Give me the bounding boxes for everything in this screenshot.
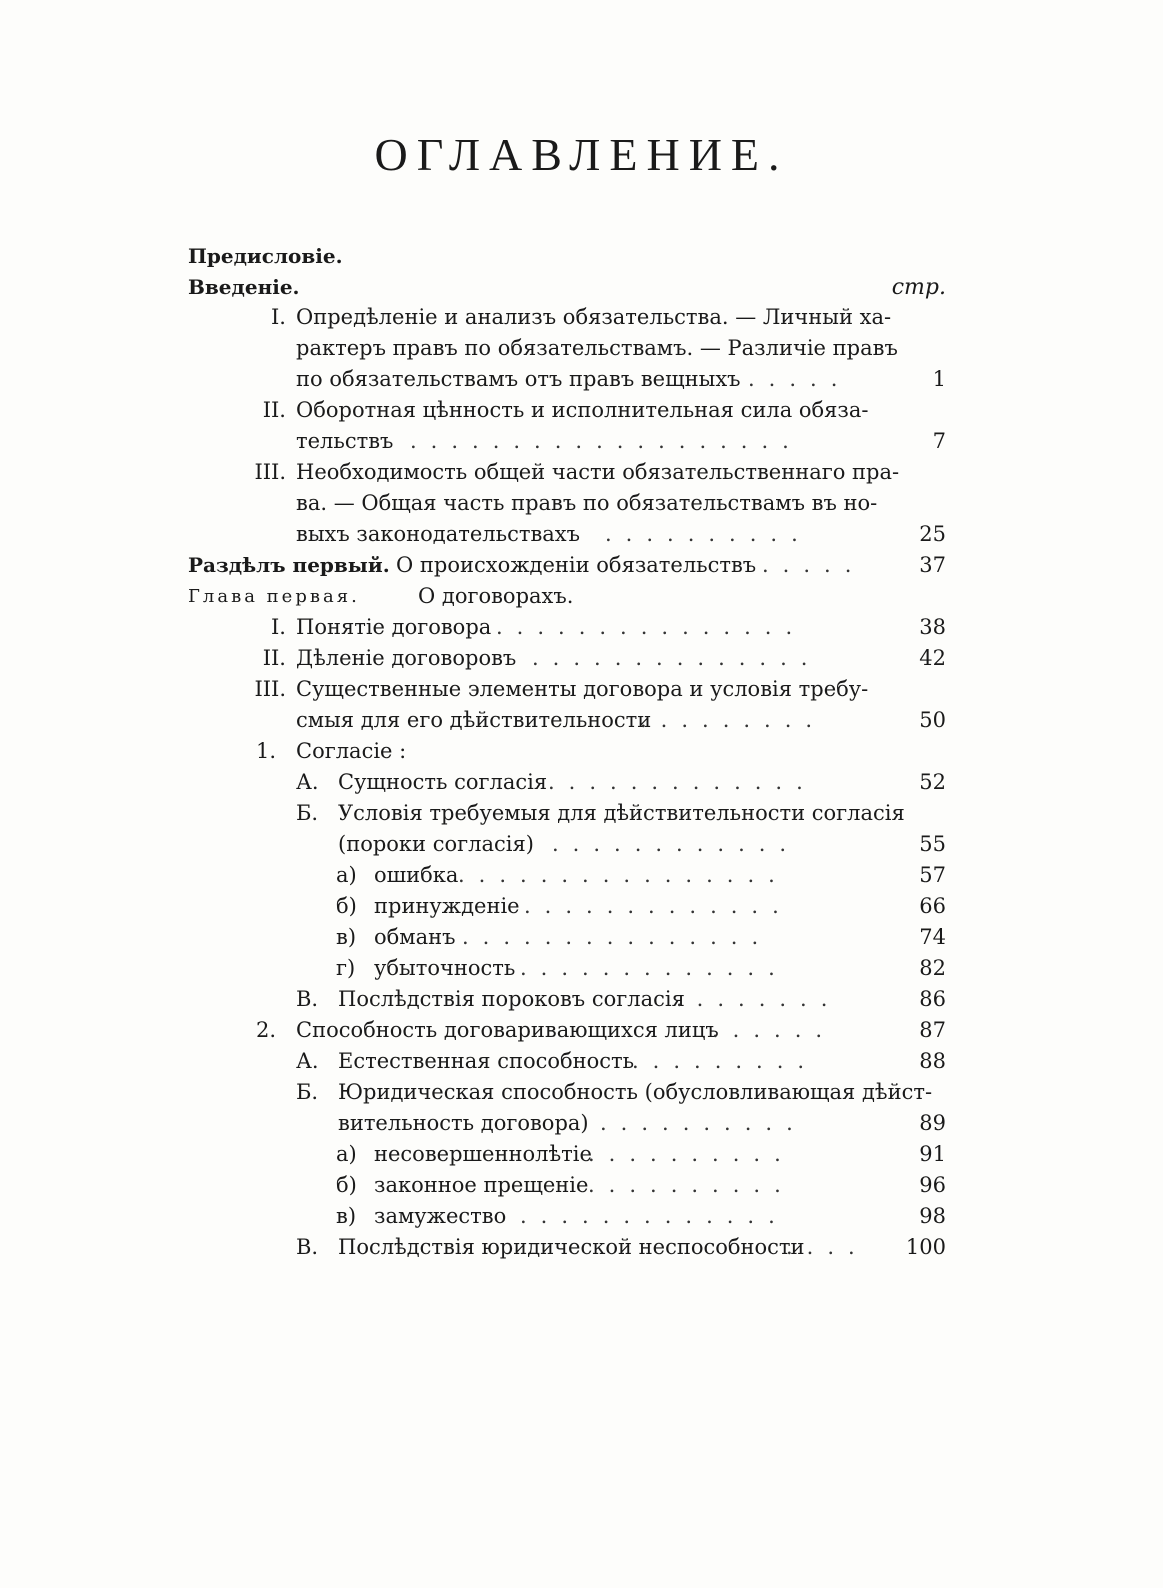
- entry-text: Существенные элементы договора и условія требу-: [296, 677, 869, 701]
- entry-text: по обязательствамъ отъ правъ вещныхъ: [296, 367, 741, 391]
- entry-number: II.: [262, 398, 286, 422]
- entry-page: 100: [905, 1235, 946, 1259]
- chapter-title: О договорахъ.: [418, 584, 574, 608]
- entry-text: принужденіе: [374, 894, 520, 918]
- entry-text: Дѣленіе договоровъ: [296, 646, 517, 670]
- leader-dots: ...................: [410, 429, 803, 453]
- leader-dots: .............: [520, 1204, 789, 1228]
- leader-dots: ....: [786, 1235, 869, 1259]
- leader-dots: ......: [712, 1018, 837, 1042]
- entry-number: III.: [254, 460, 286, 484]
- entry-number: а): [336, 863, 357, 887]
- entry-page: 57: [919, 863, 946, 887]
- entry-page: 38: [919, 615, 946, 639]
- entry-number: а): [336, 1142, 357, 1166]
- entry-number: 1.: [255, 739, 276, 763]
- entry-number: Б.: [296, 1080, 319, 1104]
- leader-dots: .............: [520, 956, 789, 980]
- entry-text: Условія требуемыя для дѣйствительности согласія: [338, 801, 905, 825]
- entry-number: г): [336, 956, 356, 980]
- leader-dots: ...............: [496, 615, 807, 639]
- section-page: 37: [919, 553, 946, 577]
- entry-text: Необходимость общей части обязательственнаго пра-: [296, 460, 900, 484]
- entry-page: 25: [919, 522, 946, 546]
- entry-text: Послѣдствія юридической неспособности: [338, 1235, 805, 1259]
- leader-dots: ..........: [588, 1142, 795, 1166]
- entry-text: замужество: [374, 1204, 507, 1228]
- entry-number: б): [336, 1173, 357, 1197]
- leader-dots: .........: [640, 708, 827, 732]
- entry-number: в): [336, 1204, 357, 1228]
- entry-number: III.: [254, 677, 286, 701]
- entry-text: вительность договора): [338, 1111, 589, 1135]
- entry-text: Понятіе договора: [296, 615, 492, 639]
- entry-text: Оборотная цѣнность и исполнительная сила обяза-: [296, 398, 869, 422]
- entry-text: смыя для его дѣйствительности: [296, 708, 652, 732]
- leader-dots: ..............: [532, 646, 822, 670]
- chapter-label: Глава первая.: [188, 586, 360, 607]
- preface-heading: Предисловіе.: [188, 244, 343, 268]
- entry-text: обманъ: [374, 925, 456, 949]
- leader-dots: .............: [524, 894, 793, 918]
- entry-text: ва. — Общая часть правъ по обязательствамъ въ но-: [296, 491, 878, 515]
- entry-number: I.: [271, 615, 286, 639]
- page-title: ОГЛАВЛЕНИЕ.: [374, 129, 789, 180]
- entry-number: Б.: [296, 801, 319, 825]
- entry-page: 86: [919, 987, 946, 1011]
- entry-text: убыточность: [374, 956, 516, 980]
- entry-number: А.: [296, 770, 319, 794]
- intro-heading: Введеніе.: [188, 275, 300, 299]
- entry-number: б): [336, 894, 357, 918]
- entry-page: 89: [919, 1111, 946, 1135]
- entry-number: А.: [296, 1049, 319, 1073]
- leader-dots: .....: [748, 367, 852, 391]
- entry-number: В.: [296, 1235, 319, 1259]
- entry-text: Сущность согласія: [338, 770, 548, 794]
- entry-text: Послѣдствія пороковъ согласія: [338, 987, 685, 1011]
- section-title: О происхожденіи обязательствъ: [396, 553, 757, 577]
- entry-number: в): [336, 925, 357, 949]
- leader-dots: ..........: [605, 522, 812, 546]
- entry-page: 96: [919, 1173, 946, 1197]
- entry-text: несовершеннолѣтіе: [374, 1142, 592, 1166]
- leader-dots: ..........: [588, 1173, 795, 1197]
- leader-dots: ...............: [462, 925, 773, 949]
- entry-number: В.: [296, 987, 319, 1011]
- entry-text: рактеръ правъ по обязательствамъ. — Различіе правъ: [296, 336, 898, 360]
- entry-text: Юридическая способность (обусловливающая дѣйст-: [338, 1080, 933, 1104]
- entry-page: 66: [919, 894, 946, 918]
- leader-dots: ..........: [600, 1111, 807, 1135]
- entry-page: 52: [919, 770, 946, 794]
- entry-page: 91: [919, 1142, 946, 1166]
- entry-page: 42: [919, 646, 946, 670]
- entry-number: 2.: [255, 1018, 276, 1042]
- entry-page: 1: [932, 367, 946, 391]
- entry-text: Естественная способность: [338, 1049, 635, 1073]
- entry-text: Опредѣленіе и анализъ обязательства. — Личный ха-: [296, 305, 892, 329]
- entry-text: выхъ законодательствахъ: [296, 522, 580, 546]
- entry-page: 88: [919, 1049, 946, 1073]
- entry-text: тельствъ: [296, 429, 394, 453]
- entry-page: 7: [932, 429, 946, 453]
- leader-dots: .............: [548, 770, 817, 794]
- entry-page: 98: [919, 1204, 946, 1228]
- entry-text: (пороки согласія): [338, 832, 534, 856]
- entry-text: ошибка: [374, 863, 459, 887]
- entry-page: 55: [919, 832, 946, 856]
- leader-dots: ................: [458, 863, 789, 887]
- leader-dots: ............: [552, 832, 801, 856]
- entry-page: 82: [919, 956, 946, 980]
- leader-dots: .........: [632, 1049, 819, 1073]
- entry-page: 87: [919, 1018, 946, 1042]
- entry-text: Способность договаривающихся лицъ: [296, 1018, 719, 1042]
- entry-number: II.: [262, 646, 286, 670]
- entry-number: I.: [271, 305, 286, 329]
- entry-text: законное прещеніе: [374, 1173, 589, 1197]
- entry-page: 74: [919, 925, 946, 949]
- page-column-header: стр.: [891, 275, 946, 300]
- section-label: Раздѣлъ первый.: [188, 553, 390, 577]
- leader-dots: .....: [762, 553, 866, 577]
- entry-text: Согласіе :: [296, 739, 407, 763]
- entry-page: 50: [919, 708, 946, 732]
- leader-dots: ........: [676, 987, 842, 1011]
